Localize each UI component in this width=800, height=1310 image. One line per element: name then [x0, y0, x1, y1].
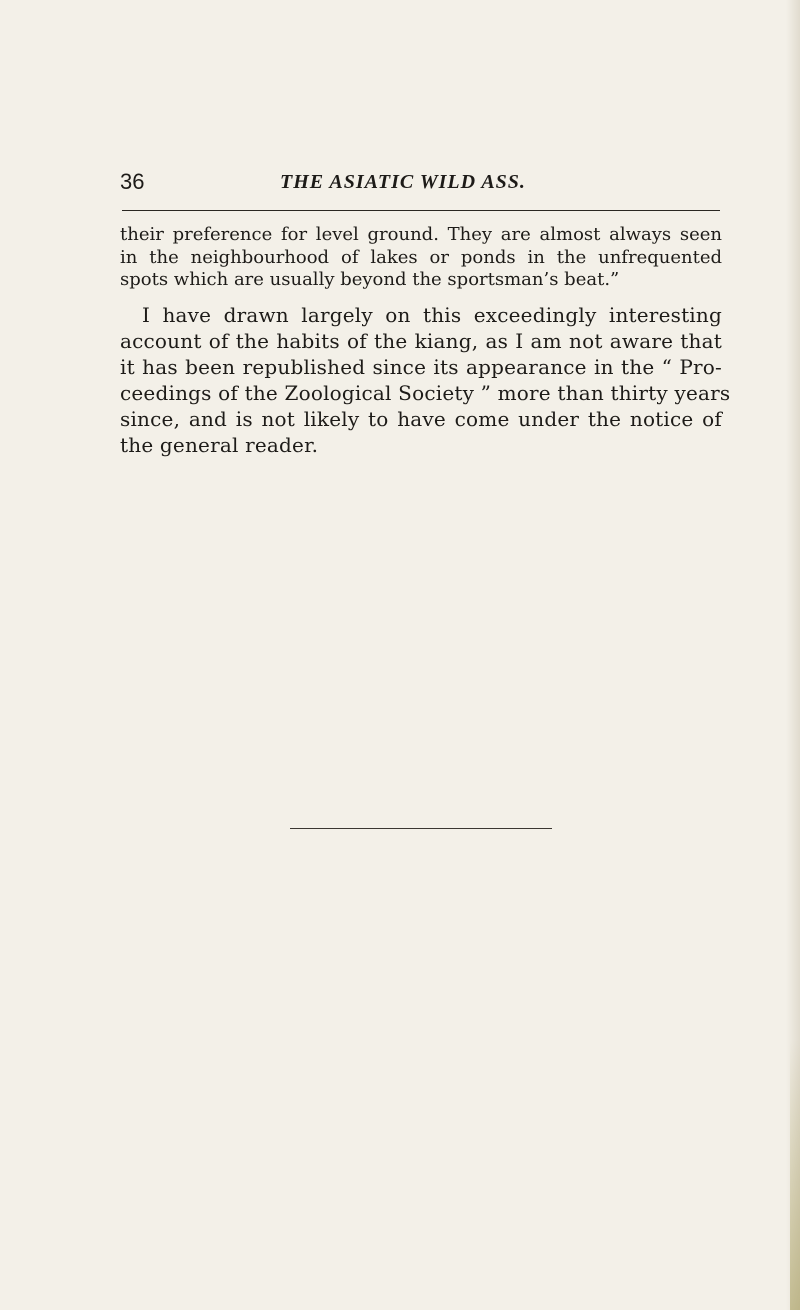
body-text [120, 224, 731, 458]
text-line: their preference for level ground. They are almost always seen [120, 224, 722, 245]
header-rule [122, 210, 720, 211]
text-line: ceedings of the Zoological Society ” more than thirty years [120, 380, 731, 405]
running-title: THE ASIATIC WILD ASS. [280, 171, 526, 193]
page-number: 36 [120, 169, 145, 194]
section-end-rule [290, 828, 552, 829]
page-header [120, 168, 720, 196]
page-edge-stain [790, 1040, 800, 1310]
text-line: I have drawn largely on this exceedingly interesting [142, 302, 722, 327]
paragraph-1 [120, 224, 722, 292]
text-line: spots which are usually beyond the sportsman’s beat.” [120, 269, 620, 290]
text-line: since, and is not likely to have come under the notice of [120, 406, 722, 431]
text-line: the general reader. [120, 432, 319, 457]
text-line: account of the habits of the kiang, as I am not aware that [120, 328, 722, 353]
text-line: it has been republished since its appearance in the “ Pro- [120, 354, 722, 379]
paragraph-2 [120, 302, 731, 458]
text-line: in the neighbourhood of lakes or ponds in the unfrequented [120, 246, 722, 268]
